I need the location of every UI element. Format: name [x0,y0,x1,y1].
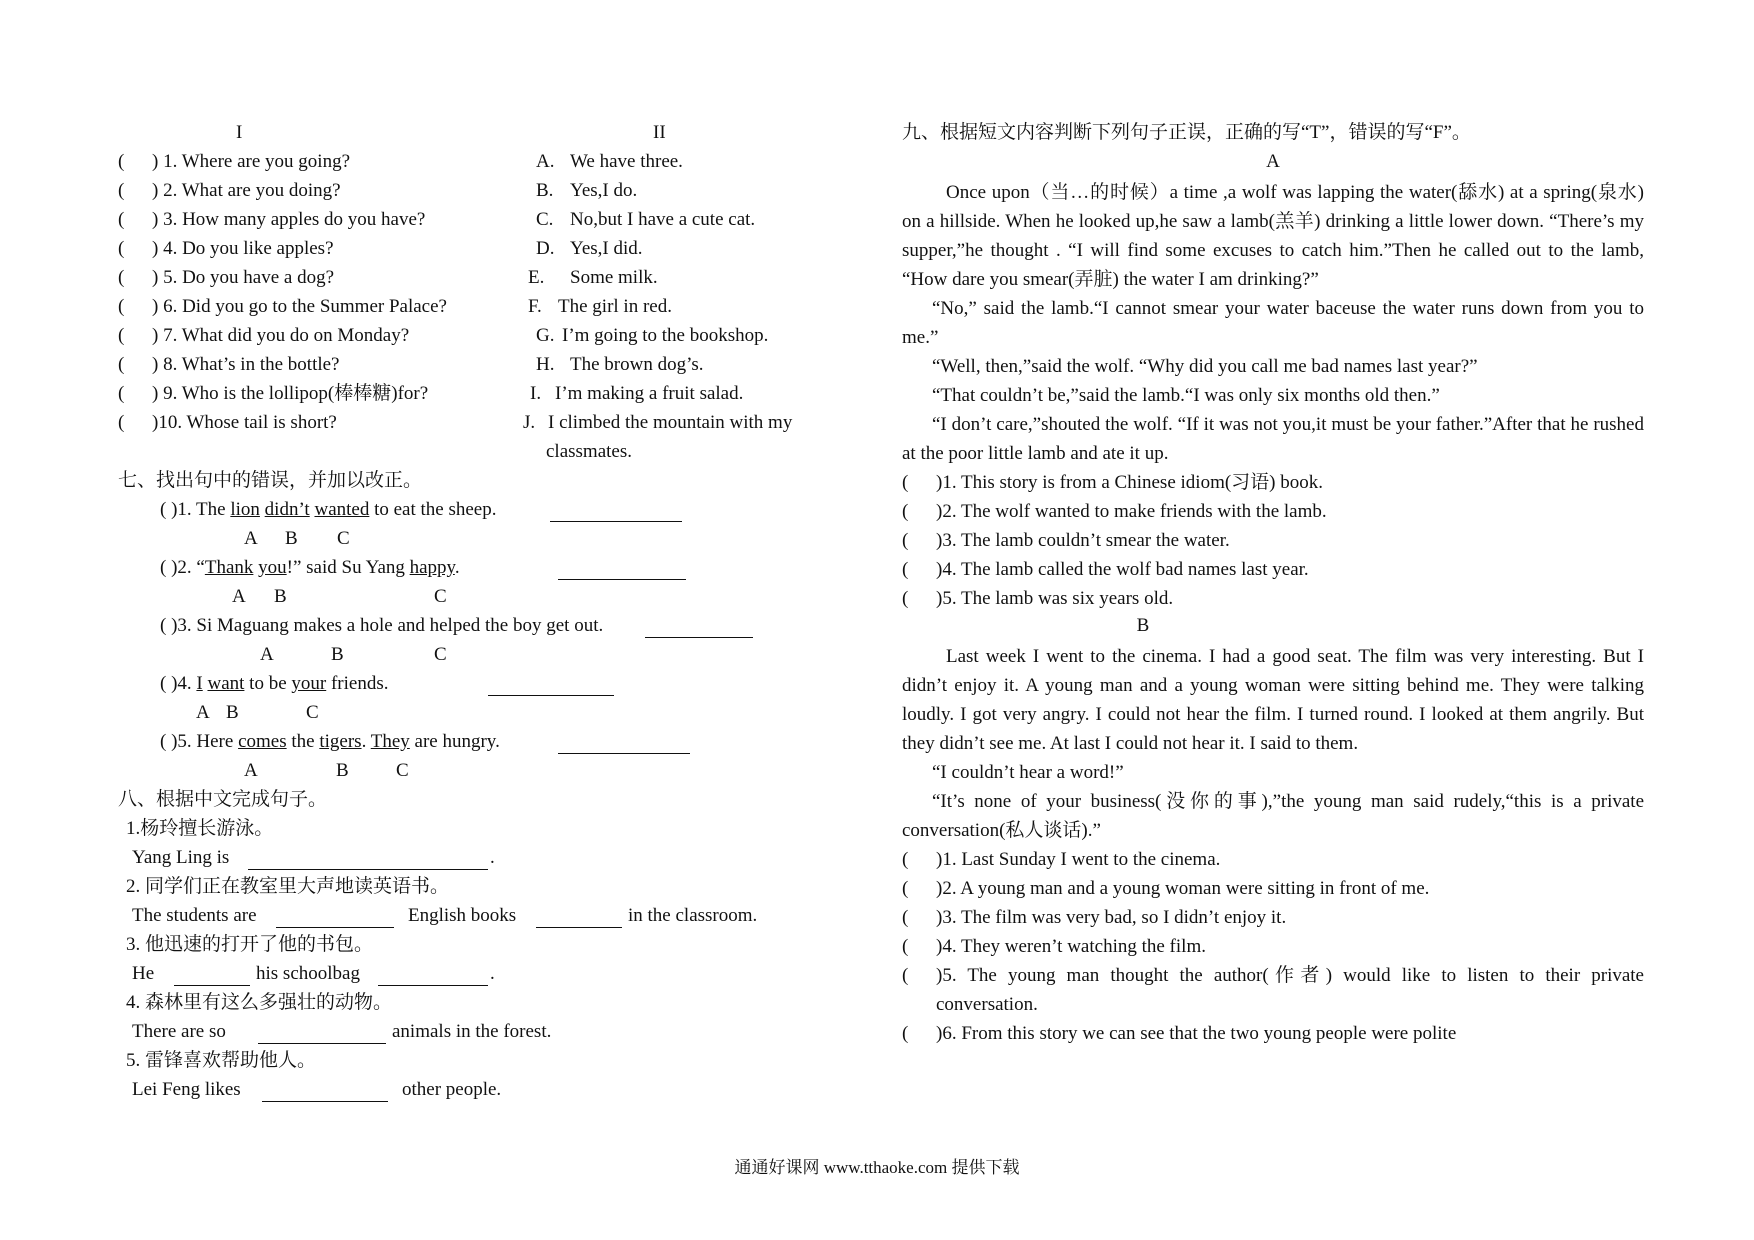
sec8-item1-en: Yang Ling is . [132,847,495,868]
option-b: you [258,557,287,578]
match-answer-text: Yes,I did. [570,238,643,259]
match-answer-text: Some milk. [570,267,658,288]
sec8-item4-cn: 4. 森林里有这么多强壮的动物。 [126,992,393,1013]
option-a: comes [238,731,287,752]
answer-paren[interactable]: ( [118,151,125,172]
answer-paren[interactable]: ( [902,530,909,551]
section7-title: 七、找出句中的错误，并加以改正。 [118,470,423,491]
tf-question [902,932,1644,961]
match-row [118,178,878,207]
match-question: ) 1. Where are you going? [152,151,351,172]
answer-paren[interactable]: ( [118,354,125,375]
answer-paren[interactable]: ( [118,267,125,288]
match-answer-letter: A. [536,151,555,172]
tf-question-text: )4. The lamb called the wolf bad names last year. [936,559,1309,580]
match-question: ) 8. What’s in the bottle? [152,354,340,375]
match-question: ) 5. Do you have a dog? [152,267,335,288]
passage-b-questions [902,845,1644,1048]
tf-question-text: )4. They weren’t watching the film. [936,936,1206,957]
answer-paren[interactable]: ( [902,849,909,870]
sec8-item3-cn: 3. 他迅速的打开了他的书包。 [126,934,374,955]
option-c: They [370,731,410,752]
answer-blank[interactable] [536,909,622,928]
option-a: I [196,673,203,694]
passage-paragraph: “I don’t care,”shouted the wolf. “If it was not you,it must be your father.”After that he rushed at the poor little lamb and ate it up. [902,414,1644,464]
tf-question-text: )2. The wolf wanted to make friends with the lamb. [936,501,1327,522]
tf-question-text: )1. This story is from a Chinese idiom(习语) book. [936,472,1324,493]
match-answer-text: No,but I have a cute cat. [570,209,756,230]
sec8-item3-en: He his schoolbag . [132,963,495,984]
match-question: ) 6. Did you go to the Summer Palace? [152,296,447,317]
sec7-q1: ( )1. The lion didn’t wanted to eat the sheep. [118,497,878,526]
passage-b [902,642,1644,845]
passage-a [902,178,1644,468]
answer-paren[interactable]: ( [118,180,125,201]
sec8-item5-en: Lei Feng likes other people. [132,1079,502,1100]
passage-paragraph: Once upon（当…的时候）a time ,a wolf was lapping the water(舔水) at a spring(泉水) on a hillside. When he looked up,he saw a lamb(羔羊) drinking a little lower down. “There’s my supper,”he thought . “I will find some excuses to catch him.”Then he called out to the lamb, “How dare you smear(弄脏) the water I am drinking?” [902,182,1644,290]
option-c: happy [409,557,455,578]
sec7-q5: ( )5. Here comes the tigers. They are hungry. [118,729,878,758]
tf-question-text: )3. The film was very bad, so I didn’t enjoy it. [936,907,1287,928]
answer-paren[interactable]: ( [902,501,909,522]
sec8-item4-en: There are so animals in the forest. [132,1021,552,1042]
match-answer-text: The girl in red. [558,296,672,317]
option-c: your [291,673,327,694]
sec7-q3-labels: A B C [260,644,447,665]
answer-blank[interactable] [378,967,488,986]
match-question: ) 9. Who is the lollipop(棒棒糖)for? [152,383,429,404]
tf-question-text: )5. The lamb was six years old. [936,588,1174,609]
answer-blank[interactable] [258,1025,386,1044]
passage-paragraph: Last week I went to the cinema. I had a good seat. The film was very interesting. But I didn’t enjoy it. A young man and a young woman were sitting behind me. They were talking loudly. I got very angry. I could not hear the film. I turned round. I looked at them angrily. But they didn’t see me. At last I could not hear it. I said to them. [902,646,1644,754]
sec7-q4: ( )4. I want to be your friends. [118,671,878,700]
sec7-q2: ( )2. “Thank you!” said Su Yang happy. [118,555,878,584]
passage-a-questions [902,468,1644,613]
tf-question [902,874,1644,903]
tf-question-text: )6. From this story we can see that the two young people were polite [936,1023,1457,1044]
match-row [118,294,878,323]
match-answer-text: The brown dog’s. [570,354,704,375]
match-answer-text: We have three. [570,151,683,172]
answer-paren[interactable]: ( [118,238,125,259]
match-answer-letter: E. [528,267,545,288]
answer-paren[interactable]: ( [902,588,909,609]
tf-question [902,555,1644,584]
answer-paren[interactable]: ( [902,1023,909,1044]
match-question: )10. Whose tail is short? [152,412,337,433]
match-question: ) 2. What are you doing? [152,180,341,201]
left-column [118,120,878,1106]
answer-blank[interactable] [248,851,488,870]
col1-header: I [236,122,243,143]
footer-credit: 通通好课网 www.tthaoke.com 提供下载 [734,1158,1020,1177]
match-answer-letter: C. [536,209,554,230]
answer-paren[interactable]: ( [902,559,909,580]
answer-blank[interactable] [558,561,686,580]
option-a: lion [230,499,260,520]
passage-b-label: B [1136,615,1150,636]
sec8-item1-cn: 1.杨玲擅长游泳。 [126,818,274,839]
option-b: tigers [319,731,362,752]
match-question: ) 7. What did you do on Monday? [152,325,410,346]
tf-question [902,1019,1644,1048]
match-answer-text: I’m going to the bookshop. [562,325,769,346]
sec8-item2-en: The students are English books in the classroom. [132,905,758,926]
answer-paren[interactable]: ( [902,907,909,928]
sec7-q1-labels: A B C [244,528,350,549]
sec7-q2-labels: A B C [232,586,447,607]
answer-paren[interactable]: ( [902,965,909,986]
tf-question [902,845,1644,874]
match-row [118,265,878,294]
passage-paragraph: “That couldn’t be,”said the lamb.“I was only six months old then.” [932,385,1440,406]
match-row [118,352,878,381]
answer-blank[interactable] [558,735,690,754]
tf-question-text: )5. The young man thought the author(作者) would like to listen to their private conversation. [936,965,1644,1015]
col2-header: II [653,122,666,143]
match-row [118,410,878,439]
match-answer-letter: I. [530,383,542,404]
answer-blank[interactable] [645,619,753,638]
match-answer-text: I climbed the mountain with my [548,412,793,433]
tf-question [902,526,1644,555]
option-a: Thank [204,557,254,578]
answer-paren[interactable]: ( [118,296,125,317]
sec8-item2-cn: 2. 同学们正在教室里大声地读英语书。 [126,876,450,897]
tf-question [902,468,1644,497]
answer-blank[interactable] [174,967,250,986]
answer-blank[interactable] [262,1083,388,1102]
match-row [118,207,878,236]
match-row [118,149,878,178]
tf-question-text: )1. Last Sunday I went to the cinema. [936,849,1221,870]
answer-blank[interactable] [488,677,614,696]
answer-paren[interactable]: ( [902,878,909,899]
option-c: wanted [314,499,370,520]
option-b: didn’t [264,499,310,520]
match-question: ) 4. Do you like apples? [152,238,334,259]
match-answer-letter: D. [536,238,555,259]
passage-a-label: A [1266,151,1280,172]
sec7-q4-labels: A B C [196,702,319,723]
match-header [118,120,878,149]
match-row [118,323,878,352]
passage-paragraph: “Well, then,”said the wolf. “Why did you call me bad names last year?” [932,356,1478,377]
match-answer-letter: G. [536,325,555,346]
answer-blank[interactable] [276,909,394,928]
tf-question-text: )3. The lamb couldn’t smear the water. [936,530,1230,551]
match-row [118,381,878,410]
match-list [118,149,878,439]
answer-paren[interactable]: ( [902,936,909,957]
match-answer-text: I’m making a fruit salad. [555,383,744,404]
right-column [902,120,1644,1048]
tf-question [902,961,1644,1019]
sec7-q3: ( )3. Si Maguang makes a hole and helped the boy get out. [118,613,878,642]
match-row [118,236,878,265]
tf-question-text: )2. A young man and a young woman were sitting in front of me. [936,878,1430,899]
answer-j-continuation: classmates. [546,441,633,462]
passage-paragraph: “I couldn’t hear a word!” [932,762,1124,783]
tf-question [902,903,1644,932]
section8-title: 八、根据中文完成句子。 [118,789,328,810]
answer-paren[interactable]: ( [118,209,125,230]
passage-paragraph: “It’s none of your business(没你的事),”the young man said rudely,“this is a private conversation(私人谈话).” [902,791,1644,841]
section9-title: 九、根据短文内容判断下列句子正误，正确的写“T”，错误的写“F”。 [902,122,1471,143]
tf-question [902,497,1644,526]
match-answer-letter: B. [536,180,554,201]
answer-paren[interactable]: ( [118,412,125,433]
answer-paren[interactable]: ( [118,325,125,346]
match-answer-text: Yes,I do. [570,180,638,201]
match-answer-letter: H. [536,354,555,375]
option-b: want [207,673,245,694]
match-answer-letter: J. [523,412,536,433]
answer-paren[interactable]: ( [902,472,909,493]
answer-blank[interactable] [550,503,682,522]
tf-question [902,584,1644,613]
passage-paragraph: “No,” said the lamb.“I cannot smear your water baceuse the water runs down from you to me.” [902,298,1644,348]
sec8-item5-cn: 5. 雷锋喜欢帮助他人。 [126,1050,317,1071]
match-question: ) 3. How many apples do you have? [152,209,426,230]
match-answer-letter: F. [528,296,542,317]
sec7-q5-labels: A B C [244,760,409,781]
answer-paren[interactable]: ( [118,383,125,404]
